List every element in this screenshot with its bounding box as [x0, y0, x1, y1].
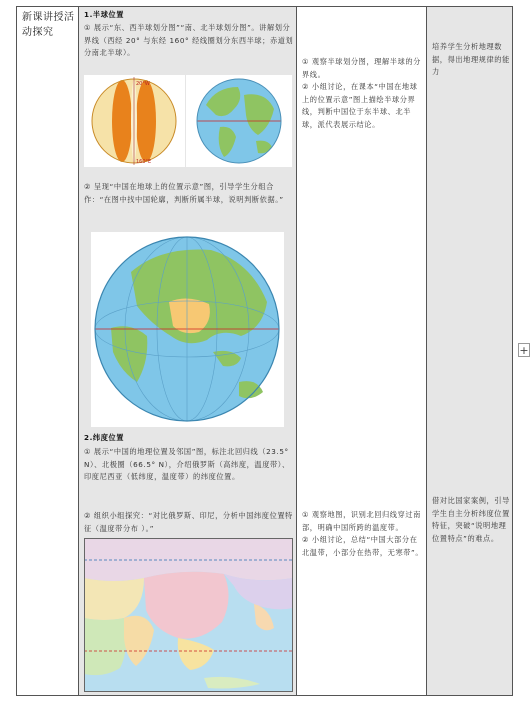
section2-para1: ① 展示“中国的地理位置及邻国”图，标注北回归线（23.5° N）、北极圈（66.5° N），介绍俄罗斯（高纬度，温度带）、印度尼西亚（低纬度，温度带）的纬度位置。: [84, 447, 290, 481]
china-neighbors-map-svg: [84, 538, 293, 692]
column-stage: [16, 6, 79, 696]
design-intent-block1: 培养学生分析地理数据，得出地理规律的能力: [432, 42, 510, 76]
section1-para1: ① 展示“东、西半球划分图”“南、北半球划分图”。讲解划分界线（西经 20° 与东经 160° 经线圈划分东西半球；赤道划分南北半球）。: [84, 23, 294, 57]
east-west-globe-svg: [84, 75, 185, 167]
svg-text:20°W: 20°W: [136, 81, 150, 87]
north-south-globe-svg: [186, 75, 292, 167]
stage-label: 新课讲授活动探究: [22, 12, 75, 38]
section1-heading: 1.半球位置: [84, 10, 125, 19]
china-on-globe-figure: [91, 232, 284, 427]
section2-para2: ② 组织小组探究：“对比俄罗斯、印尼，分析中国纬度位置特征（温度带分布 ）。”: [84, 511, 293, 533]
section1-para2: ② 呈现“中国在地球上的位置示意”图，引导学生分组合作：“在图中找中国轮廓，判断所属半球，说明判断依据。”: [84, 182, 284, 204]
svg-text:160°E: 160°E: [136, 159, 152, 165]
east-west-hemisphere-figure: [84, 75, 185, 167]
student-activity-block1: ① 观察半球划分图，理解半球的分界线。 ② 小组讨论，在课本“中国在地球上的位置示意”图上描绘半球分界线，判断中国位于东半球、北半球，派代表展示结论。: [302, 57, 421, 129]
design-intent-block2: 借对比国家案例，引导学生自主分析纬度位置特征，突破“说明地理位置特点”的难点。: [432, 496, 510, 543]
column-design-intent: [426, 6, 513, 696]
china-globe-svg: [91, 232, 284, 427]
china-neighbors-map-figure: [84, 538, 293, 692]
north-south-hemisphere-figure: [186, 75, 292, 167]
section2-heading: 2.纬度位置: [84, 433, 125, 442]
expand-plus-icon[interactable]: +: [519, 344, 529, 357]
student-activity-block2: ① 观察地图，识别北回归线穿过南部，明确中国所跨的温度带。 ② 小组讨论，总结“中国大部分在北温带，小部分在热带，无寒带”。: [302, 510, 424, 557]
